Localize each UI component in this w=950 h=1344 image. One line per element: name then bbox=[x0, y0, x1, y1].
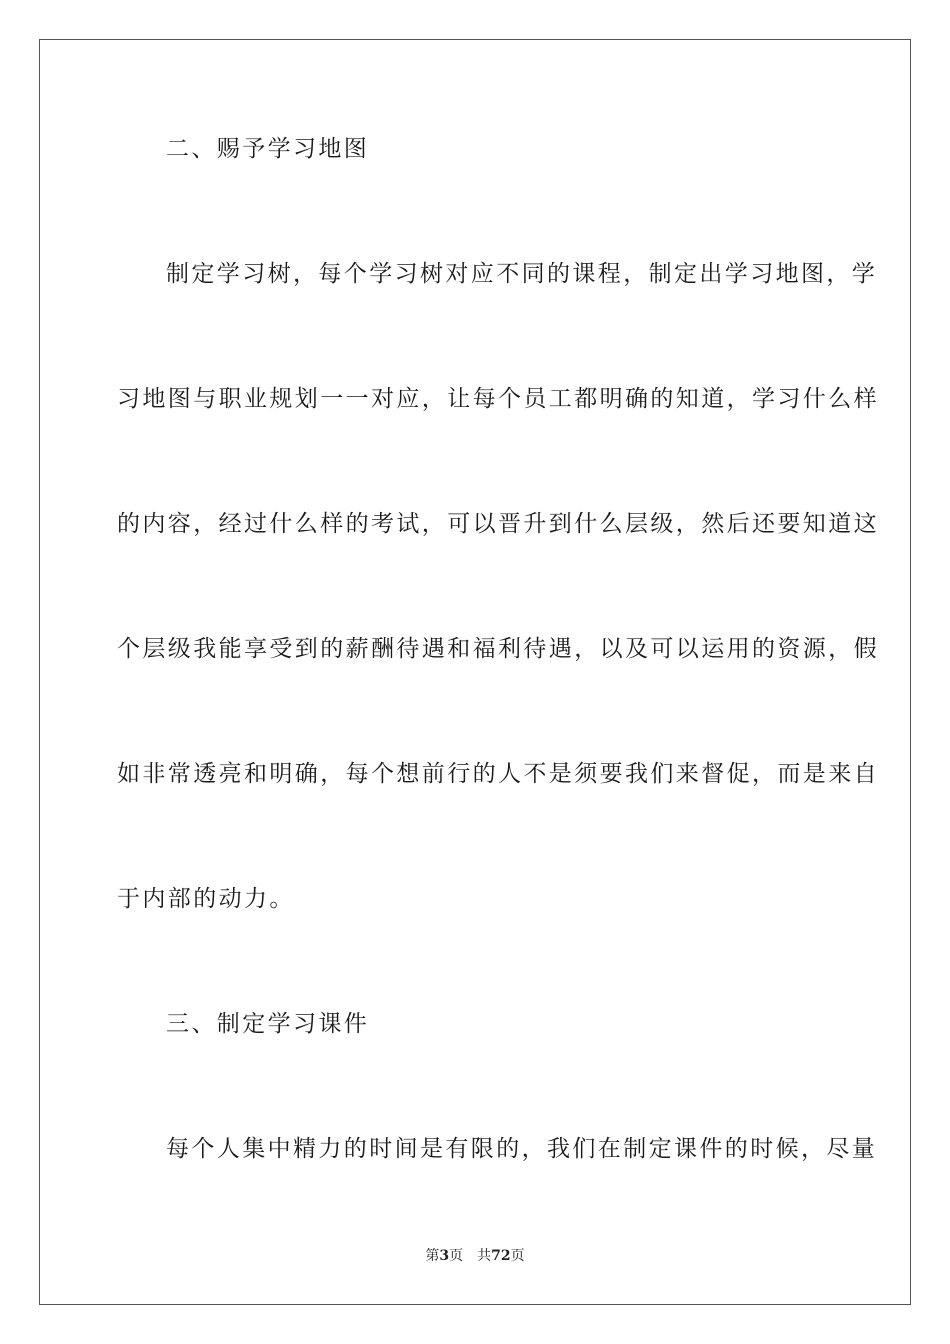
paragraph-line: 制定学习树，每个学习树对应不同的课程，制定出学习地图，学 bbox=[166, 261, 878, 287]
page-number: 3 bbox=[439, 1248, 450, 1264]
total-prefix: 共 bbox=[477, 1248, 492, 1264]
page-prefix: 第 bbox=[425, 1248, 440, 1264]
total-suffix: 页 bbox=[510, 1248, 525, 1264]
paragraph-line: 如非常透亮和明确，每个想前行的人不是须要我们来督促，而是来自 bbox=[117, 761, 879, 787]
total-pages: 72 bbox=[491, 1248, 511, 1264]
page-border bbox=[39, 39, 911, 1305]
paragraph-line: 的内容，经过什么样的考试，可以晋升到什么层级，然后还要知道这 bbox=[117, 511, 879, 537]
page-footer bbox=[0, 1247, 950, 1265]
section-heading: 三、制定学习课件 bbox=[166, 1011, 370, 1037]
page-suffix: 页 bbox=[449, 1248, 464, 1264]
section-heading: 二、赐予学习地图 bbox=[166, 136, 370, 162]
paragraph-line: 于内部的动力。 bbox=[117, 886, 295, 912]
paragraph-line: 习地图与职业规划一一对应，让每个员工都明确的知道，学习什么样 bbox=[117, 386, 879, 412]
paragraph-line: 个层级我能享受到的薪酬待遇和福利待遇，以及可以运用的资源，假 bbox=[117, 636, 879, 662]
paragraph-line: 每个人集中精力的时间是有限的，我们在制定课件的时候，尽量 bbox=[166, 1136, 878, 1162]
